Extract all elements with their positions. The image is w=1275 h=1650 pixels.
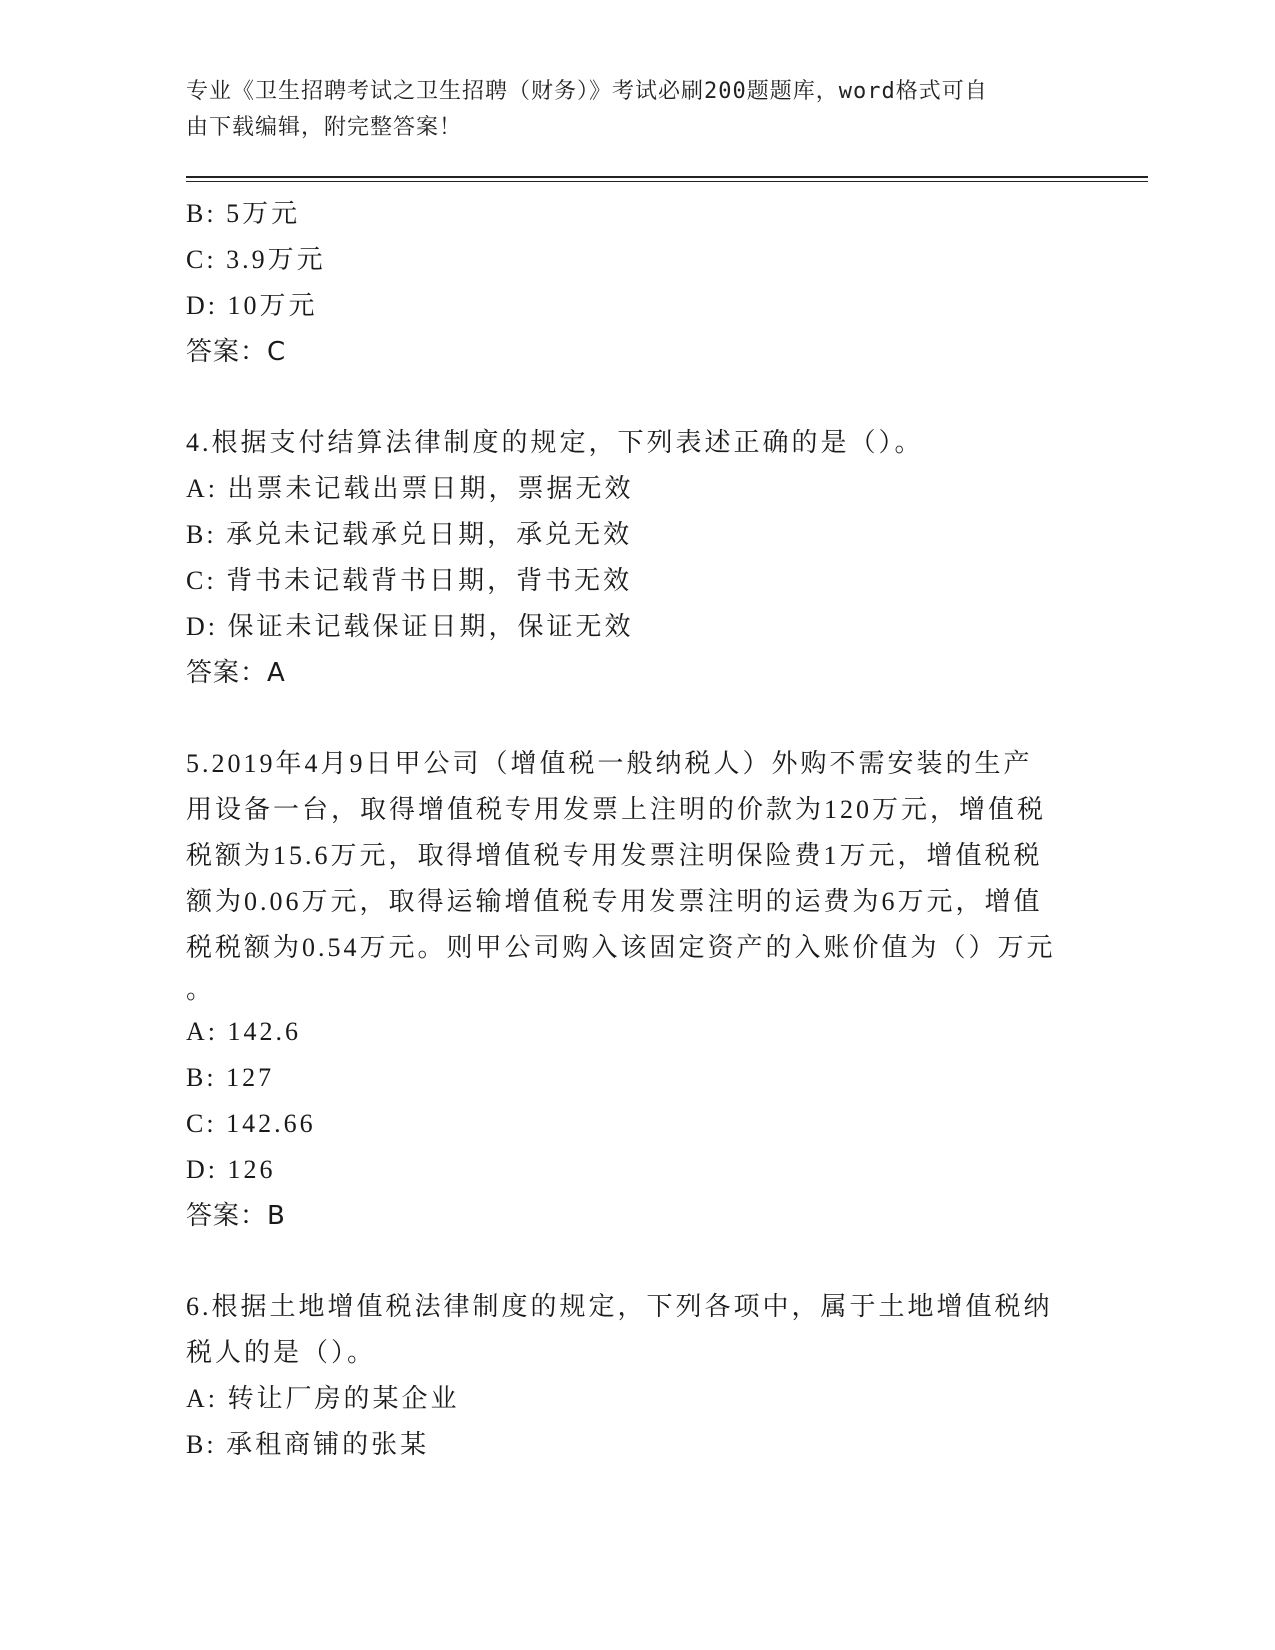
- question-4: [186, 420, 1066, 696]
- header-divider-thick: [186, 176, 1148, 178]
- option-b: B: 承租商铺的张某: [186, 1430, 430, 1459]
- question-stem-line: 5.2019年4月9日甲公司（增值税一般纳税人）外购不需安装的生产: [186, 749, 1033, 778]
- spacer: [186, 375, 1066, 420]
- option-b: B: 承兑未记载承兑日期，承兑无效: [186, 520, 633, 549]
- question-stem-line: 额为0.06万元，取得运输增值税专用发票注明的运费为6万元，增值: [186, 887, 1043, 916]
- answer: 答案：C: [186, 337, 287, 367]
- question-6: [186, 1284, 1066, 1468]
- spacer: [186, 696, 1066, 741]
- question-5: [186, 741, 1066, 1239]
- question-3: [186, 191, 1066, 375]
- option-a: A: 出票未记载出票日期，票据无效: [186, 474, 634, 503]
- option-c: C: 3.9万元: [186, 245, 326, 274]
- question-list: [186, 191, 1066, 1468]
- option-c: C: 背书未记载背书日期，背书无效: [186, 566, 633, 595]
- option-b: B: 5万元: [186, 199, 301, 228]
- option-a: A: 142.6: [186, 1017, 301, 1046]
- option-b: B: 127: [186, 1063, 275, 1092]
- question-stem-line: 税额为15.6万元，取得增值税专用发票注明保险费1万元，增值税税: [186, 841, 1043, 870]
- question-stem: 4.根据支付结算法律制度的规定，下列表述正确的是（）。: [186, 428, 924, 457]
- question-stem-line: 6.根据土地增值税法律制度的规定，下列各项中，属于土地增值税纳: [186, 1292, 1053, 1321]
- question-stem-line: 税税额为0.54万元。则甲公司购入该固定资产的入账价值为（）万元: [186, 933, 1056, 962]
- question-stem-line: 。: [186, 975, 216, 1004]
- header-title-line-2: 由下载编辑，附完整答案！: [186, 115, 463, 140]
- spacer: [186, 1239, 1066, 1284]
- option-d: D: 126: [186, 1155, 276, 1184]
- option-a: A: 转让厂房的某企业: [186, 1384, 460, 1413]
- answer: 答案：A: [186, 658, 286, 688]
- document-header: [186, 74, 1066, 146]
- option-d: D: 保证未记载保证日期，保证无效: [186, 612, 634, 641]
- answer: 答案：B: [186, 1201, 286, 1231]
- header-title-line-1: 专业《卫生招聘考试之卫生招聘（财务）》考试必刷200题题库，word格式可自: [186, 79, 988, 104]
- option-d: D: 10万元: [186, 291, 318, 320]
- option-c: C: 142.66: [186, 1109, 316, 1138]
- question-stem-line: 税人的是（）。: [186, 1338, 377, 1367]
- header-divider-thin: [186, 181, 1148, 182]
- question-stem-line: 用设备一台，取得增值税专用发票上注明的价款为120万元，增值税: [186, 795, 1047, 824]
